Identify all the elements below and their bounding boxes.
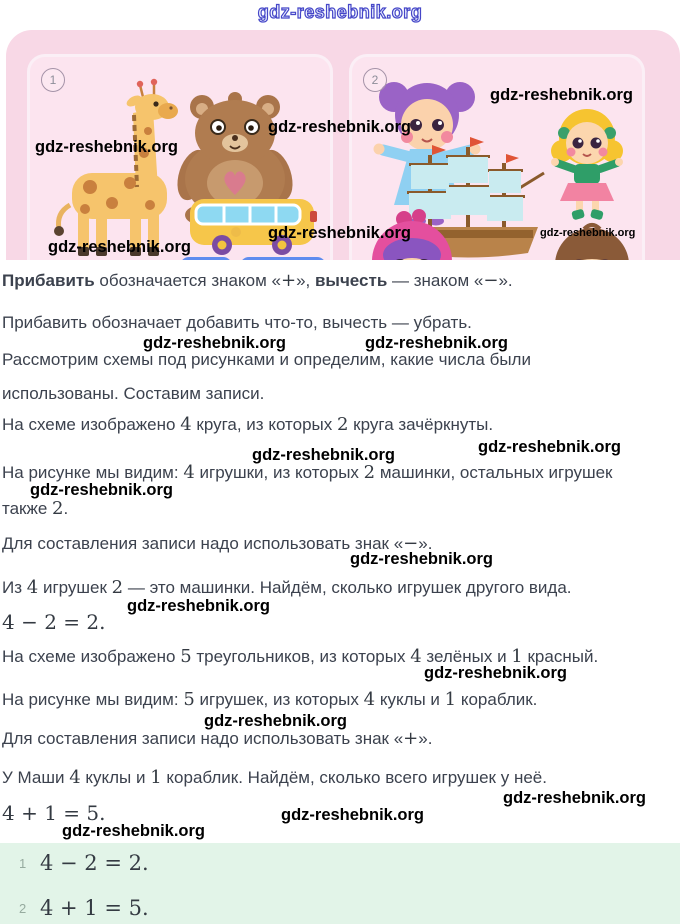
answer-equation: 4 − 2 = 2. — [40, 851, 149, 875]
giraffe-image — [54, 79, 178, 256]
site-watermark-title: gdz-reshebnik.org — [257, 2, 423, 22]
watermark: gdz-reshebnik.org — [143, 334, 287, 352]
watermark: gdz-reshebnik.org — [48, 238, 192, 256]
card2-number-badge: 2 — [363, 68, 387, 92]
watermark: gdz-reshebnik.org — [540, 227, 636, 239]
paragraph: Для составления записи надо использовать знак «−». — [2, 533, 433, 554]
answer-equation: 4 + 1 = 5. — [40, 896, 149, 920]
watermark: gdz-reshebnik.org — [268, 224, 412, 242]
watermark: gdz-reshebnik.org — [365, 334, 509, 352]
blonde-doll-image — [551, 109, 623, 220]
paragraph: На схеме изображено 4 круга, из которых 2 круга зачёркнуты. — [2, 414, 494, 435]
paragraph: Для составления записи надо использовать знак «+». — [2, 728, 433, 749]
watermark: gdz-reshebnik.org — [252, 446, 396, 464]
answer-row — [0, 851, 680, 881]
watermark: gdz-reshebnik.org — [350, 550, 494, 568]
paragraph: использованы. Составим записи. — [2, 384, 265, 403]
watermark: gdz-reshebnik.org — [127, 597, 271, 615]
watermark: gdz-reshebnik.org — [268, 118, 412, 136]
answers-section — [0, 843, 680, 924]
intro-bold-subtract: вычесть — [314, 271, 388, 290]
equation-1: 4 − 2 = 2. — [2, 610, 106, 634]
paragraph: Из 4 игрушек 2 — это машинки. Найдём, сколько игрушек другого вида. — [2, 577, 572, 598]
watermark: gdz-reshebnik.org — [424, 664, 568, 682]
watermark: gdz-reshebnik.org — [35, 138, 179, 156]
answer-row — [0, 896, 680, 924]
card1-number-badge: 1 — [41, 68, 65, 92]
paragraph: У Маши 4 куклы и 1 кораблик. Найдём, сколько всего игрушек у неё. — [2, 767, 547, 788]
intro-paragraph: Прибавить обозначается знаком «+», вычесть — знаком «−». — [2, 270, 513, 291]
watermark: gdz-reshebnik.org — [204, 712, 348, 730]
paragraph: На рисунке мы видим: 4 игрушки, из которых 2 машинки, остальных игрушек — [2, 462, 613, 483]
answer-number: 2 — [19, 901, 27, 916]
watermark: gdz-reshebnik.org — [62, 822, 206, 840]
intro-bold-add: Прибавить — [2, 271, 95, 290]
paragraph: На схеме изображено 5 треугольников, из которых 4 зелёных и 1 красный. — [2, 646, 599, 667]
paragraph: также 2. — [2, 498, 69, 519]
paragraph: Прибавить обозначает добавить что-то, вычесть — убрать. — [2, 313, 472, 332]
paragraph: Рассмотрим схемы под рисунками и определим, какие числа были — [2, 350, 531, 369]
watermark: gdz-reshebnik.org — [503, 789, 647, 807]
blue-bus-image — [180, 257, 326, 260]
watermark: gdz-reshebnik.org — [478, 438, 622, 456]
equation-2: 4 + 1 = 5. — [2, 801, 106, 825]
paragraph: На рисунке мы видим: 5 игрушек, из которых 4 куклы и 1 кораблик. — [2, 689, 538, 710]
watermark: gdz-reshebnik.org — [30, 481, 174, 499]
watermark: gdz-reshebnik.org — [490, 86, 634, 104]
answer-number: 1 — [19, 856, 27, 871]
watermark: gdz-reshebnik.org — [281, 806, 425, 824]
